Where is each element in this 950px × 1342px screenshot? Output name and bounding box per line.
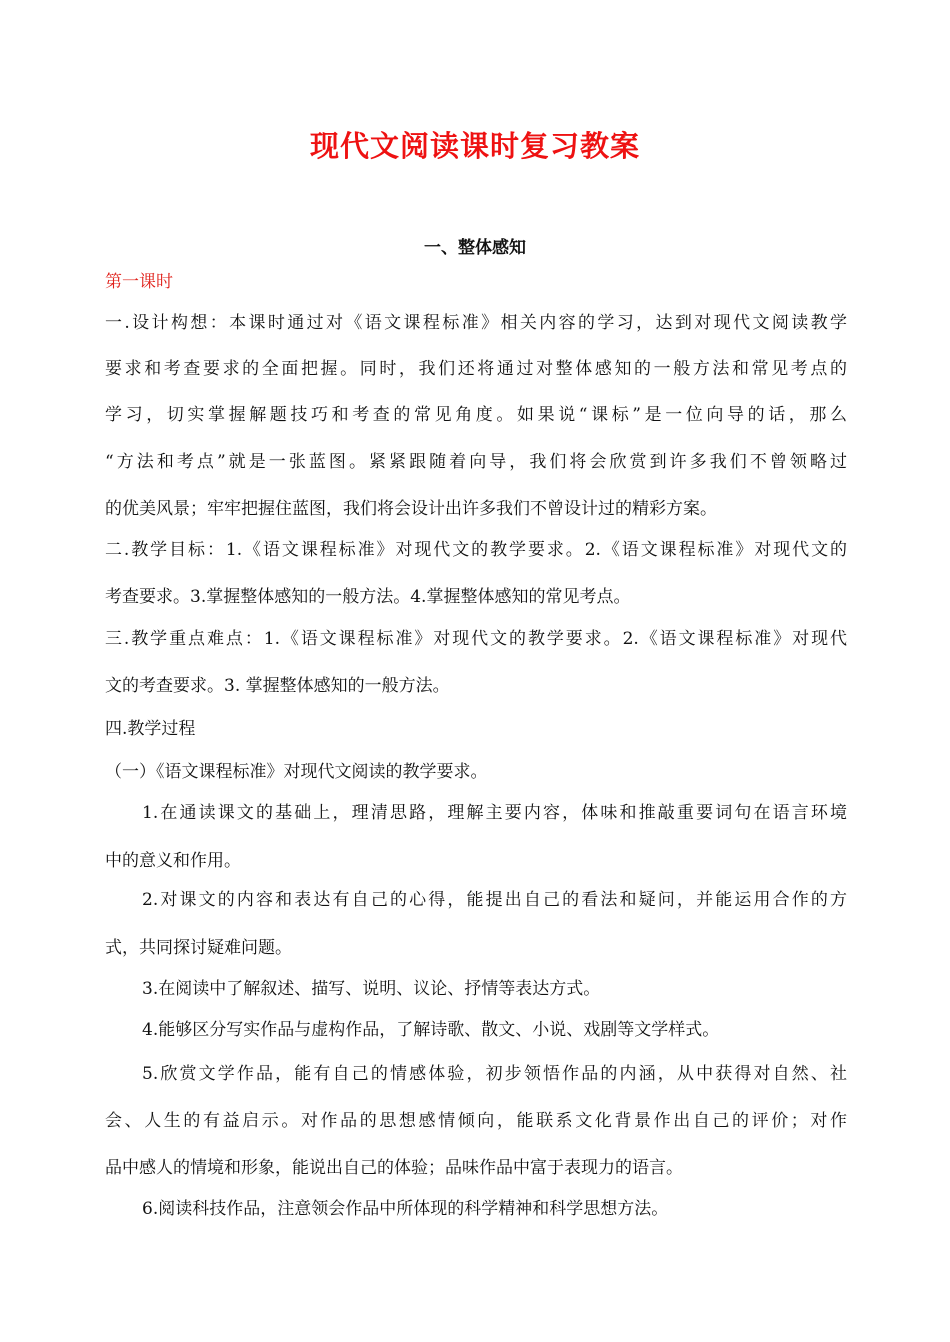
requirement-5-line-3: 品中感人的情境和形象，能说出自己的体验；品味作品中富于表现力的语言。 — [105, 1158, 683, 1178]
key-points-line-2: 文的考查要求。3. 掌握整体感知的一般方法。 — [105, 676, 450, 696]
design-concept-line-4: “方法和考点”就是一张蓝图。紧紧跟随着向导，我们将会欣赏到许多我们不曾领略过 — [105, 452, 847, 472]
section-heading: 一、整体感知 — [424, 238, 526, 258]
design-concept-line-2: 要求和考查要求的全面把握。同时，我们还将通过对整体感知的一般方法和常见考点的 — [105, 359, 847, 379]
design-concept-line-5: 的优美风景；牢牢把握住蓝图，我们将会设计出许多我们不曾设计过的精彩方案。 — [105, 499, 717, 519]
requirement-4: 4.能够区分写实作品与虚构作品，了解诗歌、散文、小说、戏剧等文学样式。 — [142, 1020, 720, 1040]
requirement-6: 6.阅读科技作品，注意领会作品中所体现的科学精神和科学思想方法。 — [142, 1199, 669, 1219]
requirement-5-line-1: 5.欣赏文学作品，能有自己的情感体验，初步领悟作品的内涵，从中获得对自然、社 — [142, 1064, 847, 1084]
document-title: 现代文阅读课时复习教案 — [309, 129, 640, 163]
requirement-1-line-2: 中的意义和作用。 — [105, 851, 241, 871]
requirement-2-line-2: 式，共同探讨疑难问题。 — [105, 938, 292, 958]
requirement-3: 3.在阅读中了解叙述、描写、说明、议论、抒情等表达方式。 — [142, 979, 601, 999]
design-concept-line-3: 学习，切实掌握解题技巧和考查的常见角度。如果说“课标”是一位向导的话，那么 — [105, 405, 847, 425]
requirement-2-line-1: 2.对课文的内容和表达有自己的心得，能提出自己的看法和疑问，并能运用合作的方 — [142, 890, 847, 910]
requirement-5-line-2: 会、人生的有益启示。对作品的思想感情倾向，能联系文化背景作出自己的评价；对作 — [105, 1111, 847, 1131]
subsection-heading: （一）《语文课程标准》对现代文阅读的教学要求。 — [105, 762, 488, 782]
design-concept-line-1: 一.设计构想：本课时通过对《语文课程标准》相关内容的学习，达到对现代文阅读教学 — [105, 313, 847, 333]
key-points-line-1: 三.教学重点难点：1.《语文课程标准》对现代文的教学要求。2.《语文课程标准》对现代 — [105, 629, 847, 649]
teaching-process-heading: 四.教学过程 — [105, 719, 196, 739]
requirement-1-line-1: 1.在通读课文的基础上，理清思路，理解主要内容，体味和推敲重要词句在语言环境 — [142, 803, 847, 823]
teaching-goals-line-1: 二.教学目标：1.《语文课程标准》对现代文的教学要求。2.《语文课程标准》对现代文的 — [105, 540, 847, 560]
teaching-goals-line-2: 考查要求。3.掌握整体感知的一般方法。4.掌握整体感知的常见考点。 — [105, 587, 631, 607]
lesson-label: 第一课时 — [105, 272, 173, 292]
